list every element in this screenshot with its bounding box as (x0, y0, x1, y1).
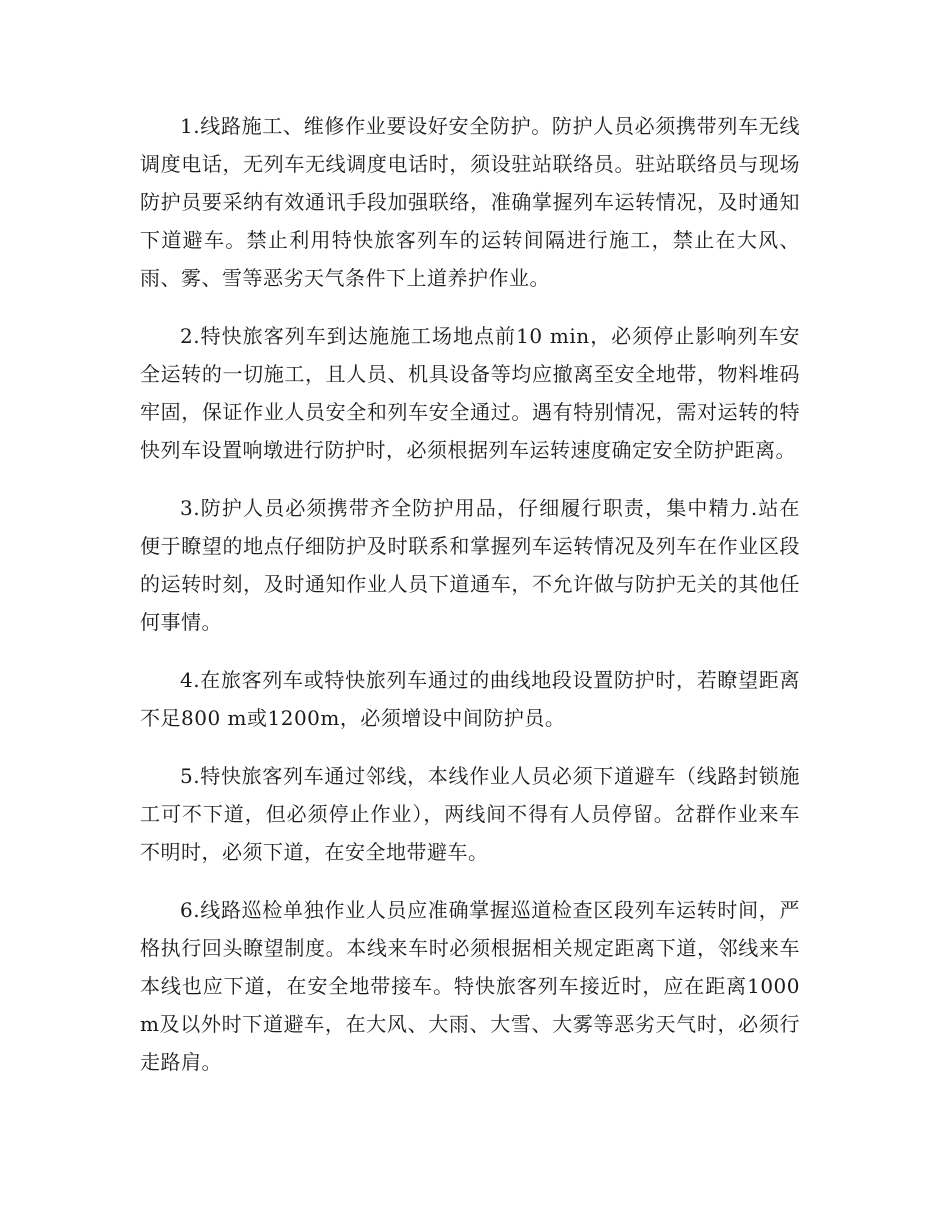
document-body (140, 107, 800, 1101)
paragraph-4: 4.在旅客列车或特快旅列车通过的曲线地段设置防护时，若瞭望距离不足800 m或1200m，必须增设中间防护员。 (140, 668, 800, 730)
paragraph-2: 2.特快旅客列车到达施施工场地点前10 min，必须停止影响列车安全运转的一切施工，且人员、机具设备等均应撤离至安全地带，物料堆码牢固，保证作业人员安全和列车安全通过。遇有特别情况，需对运转的特快列车设置响墩进行防护时，必须根据列车运转速度确定安全防护距离。 (140, 324, 800, 462)
paragraph-5: 5.特快旅客列车通过邻线，本线作业人员必须下道避车（线路封锁施工可不下道，但必须停止作业），两线间不得有人员停留。岔群作业来车不明时，必须下道，在安全地带避车。 (140, 764, 800, 864)
paragraph-1: 1.线路施工、维修作业要设好安全防护。防护人员必须携带列车无线调度电话，无列车无线调度电话时，须设驻站联络员。驻站联络员与现场防护员要采纳有效通讯手段加强联络，准确掌握列车运转情况，及时通知下道避车。禁止利用特快旅客列车的运转间隔进行施工，禁止在大风、雨、雾、雪等恶劣天气条件下上道养护作业。 (140, 114, 800, 290)
paragraph-6: 6.线路巡检单独作业人员应准确掌握巡道检查区段列车运转时间，严格执行回头瞭望制度。本线来车时必须根据相关规定距离下道，邻线来车本线也应下道，在安全地带接车。特快旅客列车接近时，应在距离1000m及以外时下道避车，在大风、大雨、大雪、大雾等恶劣天气时，必须行走路肩。 (140, 898, 800, 1074)
paragraph-3: 3.防护人员必须携带齐全防护用品，仔细履行职责，集中精力.站在便于瞭望的地点仔细防护及时联系和掌握列车运转情况及列车在作业区段的运转时刻，及时通知作业人员下道通车，不允许做与防护无关的其他任何事情。 (140, 496, 800, 634)
